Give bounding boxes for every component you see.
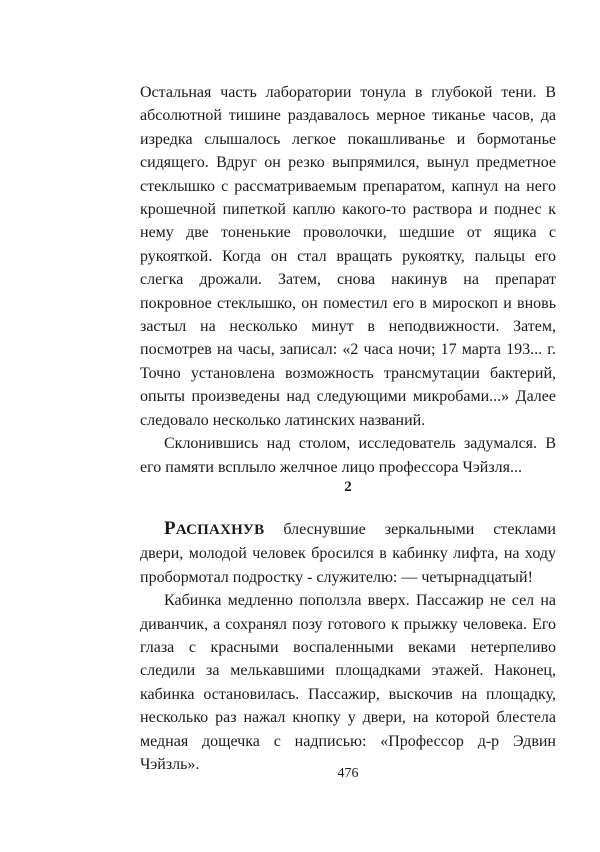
- opening-word: [164, 518, 264, 539]
- bottom-text-section: [140, 517, 556, 776]
- paragraph-researcher-thinking: Склонившись над столом, исследователь задумался. В его памяти всплыло желчное лицо профессора Чэйзля...: [140, 435, 556, 476]
- top-text-section: [140, 81, 556, 479]
- opening-word-rest: АСПАХНУВ: [175, 522, 265, 538]
- paragraph-elevator: Кабинка медленно поползла вверх. Пассажир не сел на диванчик, а сохранял позу готового к прыжку человека. Его глаза с красными воспаленными веками нетерпеливо следили за мелькавшими площадками этажей. Наконец, кабинка остановилась. Пассажир, выскочив на площадку, несколько раз нажал кнопку у двери, на которой блестела медная дощечка с надписью: «Профессор д-р Эдвин Чэйзль».: [140, 592, 556, 774]
- chapter-number: 2: [344, 479, 352, 495]
- page-number: 476: [337, 766, 359, 781]
- opening-paragraph-text: блеснувшие зеркальными стеклами двери, молодой человек бросился в кабинку лифта, на ходу пробормотал подростку - служителю: — четырнадцатый!: [140, 521, 556, 586]
- paragraph-opening: [140, 517, 556, 589]
- paragraph-lab-description: Остальная часть лаборатории тонула в глубокой тени. В абсолютной тишине раздавалось мерное тиканье часов, да изредка слышалось легкое покашливанье и бормотанье сидящего. Вдруг он резко выпрямился, вынул предметное стеклышко с рассматриваемым препаратом, капнул на него крошечной пипеткой каплю какого-то раствора и поднес к нему две тоненькие проволочки, шедшие от ящика с рукояткой. Когда он стал вращать рукоятку, пальцы его слегка дрожали. Затем, снова накинув на препарат покровное стеклышко, он поместил его в мироскоп и вновь застыл на несколько минут в неподвижности. Затем, посмотрев на часы, записал: «2 часа ночи; 17 марта 193... г. Точно установлена возможность трансмутации бактерий, опыты произведены над следующими микробами...» Далее следовало несколько латинских названий.: [140, 84, 556, 429]
- opening-initial: Р: [164, 518, 176, 539]
